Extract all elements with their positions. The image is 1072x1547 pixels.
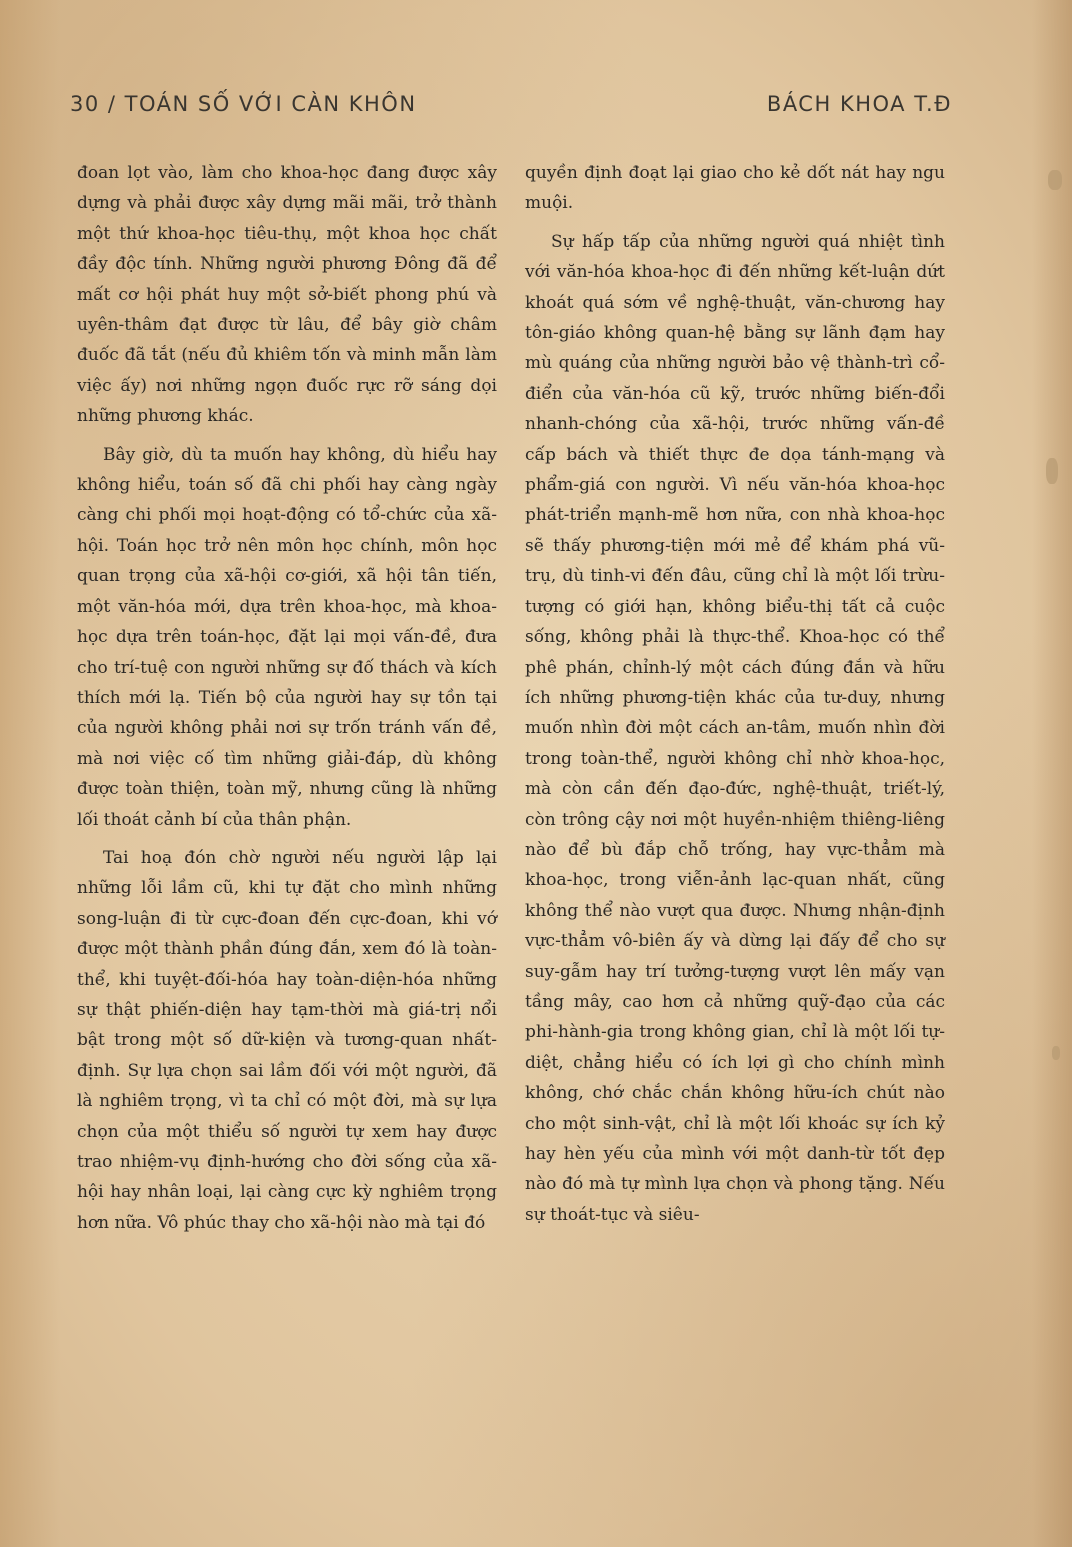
text-column-left: [77, 158, 497, 1238]
running-header: [70, 92, 952, 124]
paragraph: Sự hấp tấp của những người quá nhiệt tình với văn-hóa khoa-học đi đến những kết-luận dứt khoát quá sớm về nghệ-thuật, văn-chương hay tôn-giáo không quan-hệ bằng sự lãnh đạm hay mù quáng của những người bảo vệ thành-trì cổ-điển của văn-hóa cũ kỹ, trước những biến-đổi nhanh-chóng của xã-hội, trước những vấn-đề cấp bách và thiết thực đe dọa tánh-mạng và phẩm-giá con người. Vì nếu văn-hóa khoa-học phát-triển mạnh-mẽ hơn nữa, con nhà khoa-học sẽ thấy phương-tiện mới mẻ để khám phá vũ-trụ, dù tinh-vi đến đâu, cũng chỉ là một lối trừu-tượng có giới hạn, không biểu-thị tất cả cuộc sống, không phải là thực-thể. Khoa-học có thể phê phán, chỉnh-lý một cách đúng đắn và hữu ích những phương-tiện khác của tư-duy, nhưng muốn nhìn đời một cách an-tâm, muốn nhìn đời trong toàn-thể, người không chỉ nhờ khoa-học, mà còn cần đến đạo-đức, nghệ-thuật, triết-lý, còn trông cậy nơi một huyền-nhiệm thiêng-liêng nào để bù đắp chỗ trống, hay vực-thẳm mà khoa-học, trong viễn-ảnh lạc-quan nhất, cũng không thể nào vượt qua được. Nhưng nhận-định vực-thẳm vô-biên ấy và dừng lại đấy để cho sự suy-gẫm hay trí tưởng-tượng vượt lên mấy vạn tầng mây, cao hơn cả những quỹ-đạo của các phi-hành-gia trong không gian, chỉ là một lối tự-diệt, chẳng hiểu có ích lợi gì cho chính mình không, chớ chắc chắn không hữu-ích chút nào cho một sinh-vật, chỉ là một lối khoác sự ích kỷ hay hèn yếu của mình với một danh-từ tốt đẹp nào đó mà tự mình lựa chọn và phong tặng. Nếu sự thoát-tục và siêu-: [525, 231, 945, 1225]
text-column-right: [525, 158, 945, 1230]
paragraph: Tai hoạ đón chờ người nếu người lập lại những lỗi lầm cũ, khi tự đặt cho mình những song-luận đi từ cực-đoan đến cực-đoan, khi vớ được một thành phần đúng đắn, xem đó là toàn-thể, khi tuyệt-đối-hóa hay toàn-diện-hóa những sự thật phiến-diện hay tạm-thời mà giá-trị nổi bật trong một số dữ-kiện và tương-quan nhất-định. Sự lựa chọn sai lầm đối với một người, đã là nghiêm trọng, vì ta chỉ có một đời, mà sự lựa chọn của một thiểu số người tự xem hay được trao nhiệm-vụ định-hướng cho đời sống của xã-hội hay nhân loại, lại càng cực kỳ nghiêm trọng hơn nữa. Vô phúc thay cho xã-hội nào mà tại đó: [77, 847, 497, 1233]
paper-stain: [1052, 1046, 1060, 1060]
page-edge-shadow-right: [1032, 0, 1072, 1547]
paper-stain: [1048, 170, 1062, 190]
paragraph: Bây giờ, dù ta muốn hay không, dù hiểu hay không hiểu, toán số đã chi phối hay càng ngày càng chi phối mọi hoạt-động có tổ-chức của xã-hội. Toán học trở nên môn học chính, môn học quan trọng của xã-hội cơ-giới, xã hội tân tiến, một văn-hóa mới, dựa trên khoa-học, mà khoa-học dựa trên toán-học, đặt lại mọi vấn-đề, đưa cho trí-tuệ con người những sự đố thách và kích thích mới lạ. Tiến bộ của người hay sự tồn tại của người không phải nơi sự trốn tránh vấn đề, mà nơi việc cố tìm những giải-đáp, dù không được toàn thiện, toàn mỹ, nhưng cũng là những lối thoát cảnh bí của thân phận.: [77, 444, 497, 830]
paragraph: quyền định đoạt lại giao cho kẻ dốt nát hay ngu muội.: [525, 163, 945, 214]
page-edge-shadow-left: [0, 0, 60, 1547]
page-number-and-chapter-title: 30 / TOÁN SỐ VỚI CÀN KHÔN: [70, 92, 417, 116]
publication-title: BÁCH KHOA T.Đ: [766, 92, 952, 116]
paper-stain: [1046, 458, 1058, 484]
paragraph: đoan lọt vào, làm cho khoa-học đang được xây dựng và phải được xây dựng mãi mãi, trở thành một thứ khoa-học tiêu-thụ, một khoa học chất đầy độc tính. Những người phương Đông đã để mất cơ hội phát huy một sở-biết phong phú và uyên-thâm đạt được từ lâu, để bây giờ châm đuốc đã tắt (nếu đủ khiêm tốn và minh mẫn làm việc ấy) nơi những ngọn đuốc rực rỡ sáng dọi những phương khác.: [77, 163, 497, 427]
